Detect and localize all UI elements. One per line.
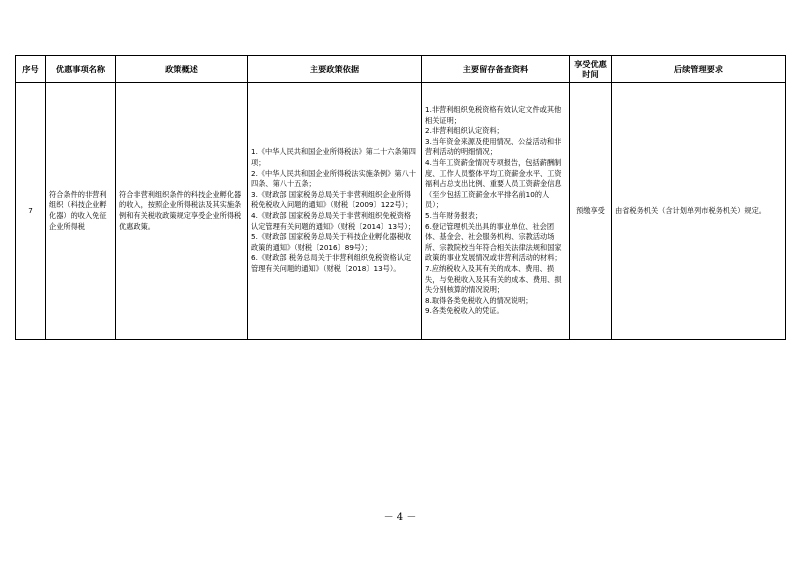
basis-item: 5.《财政部 国家税务总局关于科技企业孵化器税收政策的通知》（财税〔2016〕89号）； bbox=[251, 232, 412, 252]
material-item: 9.各类免税收入的凭证。 bbox=[425, 306, 504, 316]
row-followup: 由省税务机关（含计划单列市税务机关）规定。 bbox=[612, 83, 786, 340]
page-number: － 4 － bbox=[383, 512, 417, 523]
material-item: 7.应纳税收入及其有关的成本、费用、损失，与免税收入及其有关的成本、费用、损失分别核算的情况说明； bbox=[425, 263, 562, 295]
header-index: 序号 bbox=[16, 56, 46, 83]
header-name: 优惠事项名称 bbox=[46, 56, 116, 83]
basis-item: 2.《中华人民共和国企业所得税法实施条例》第八十四条、第八十五条； bbox=[251, 168, 416, 189]
table-row bbox=[16, 83, 786, 340]
basis-item: 6.《财政部 税务总局关于非营利组织免税资格认定管理有关问题的通知》（财税〔2018〕13号）。 bbox=[251, 253, 412, 273]
table-header-row bbox=[16, 56, 786, 83]
row-basis bbox=[248, 83, 422, 340]
row-time: 预缴享受 bbox=[570, 83, 612, 340]
header-materials: 主要留存备查资料 bbox=[422, 56, 570, 83]
row-index: 7 bbox=[16, 83, 46, 340]
header-followup: 后续管理要求 bbox=[612, 56, 786, 83]
material-item: 1.非营利组织免税资格有效认定文件或其他相关证明； bbox=[425, 105, 562, 125]
header-overview: 政策概述 bbox=[116, 56, 248, 83]
basis-item: 4.《财政部 国家税务总局关于非营利组织免税资格认定管理有关问题的通知》（财税〔2014〕13号）； bbox=[251, 211, 415, 231]
material-item: 4.当年工资薪金情况专项报告，包括薪酬制度、工作人员整体平均工资薪金水平、工资福利占总支出比例、重要人员工资薪金信息（至少包括工资薪金水平排名前10的人员）； bbox=[425, 158, 562, 210]
header-time: 享受优惠时间 bbox=[570, 56, 612, 83]
row-name: 符合条件的非营利组织（科技企业孵化器）的收入免征企业所得税 bbox=[46, 83, 116, 340]
material-item: 8.取得各类免税收入的情况说明； bbox=[425, 295, 533, 305]
row-overview: 符合非营利组织条件的科技企业孵化器的收入，按照企业所得税法及其实施条例和有关税收政策规定享受企业所得税优惠政策。 bbox=[116, 83, 248, 340]
material-item: 2.非营利组织认定资料； bbox=[425, 126, 504, 136]
basis-item: 1.《中华人民共和国企业所得税法》第二十六条第四项； bbox=[251, 147, 416, 168]
material-item: 5.当年财务报表； bbox=[425, 211, 483, 220]
basis-list bbox=[251, 147, 418, 274]
row-materials bbox=[422, 83, 570, 340]
header-basis: 主要政策依据 bbox=[248, 56, 422, 83]
material-item: 6.登记管理机关出具的事业单位、社会团体、基金会、社会服务机构、宗教活动场所、宗教院校当年符合相关法律法规和国家政策的事业发展情况或非营利活动的材料； bbox=[425, 221, 562, 263]
material-item: 3.当年资金来源及使用情况、公益活动和非营利活动的明细情况； bbox=[425, 136, 562, 157]
policy-table bbox=[15, 55, 786, 340]
materials-list bbox=[425, 105, 566, 317]
basis-item: 3.《财政部 国家税务总局关于非营利组织企业所得税免税收入问题的通知》（财税〔2009〕122号）； bbox=[251, 189, 413, 210]
